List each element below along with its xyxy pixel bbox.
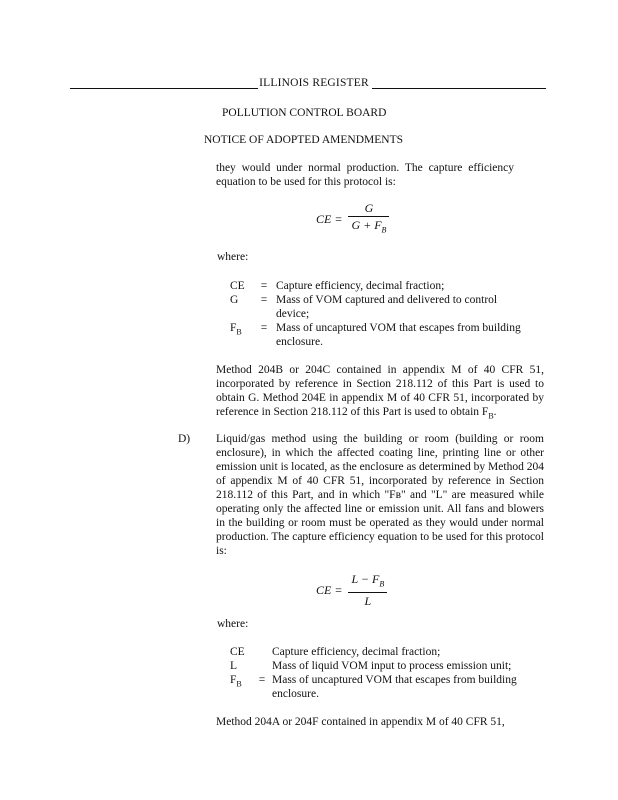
equation-1-lhs: CE =	[316, 212, 343, 227]
intro-paragraph: they would under normal production. The capture efficiency equation to be used for this protocol is:	[216, 162, 514, 188]
equation-2	[316, 572, 387, 608]
board-title: POLLUTION CONTROL BOARD	[222, 107, 387, 119]
header-rule-left	[70, 88, 258, 89]
definition-fb-1: $F_B$ = Mass of uncaptured VOM that escapes from building enclosure.	[230, 321, 532, 349]
header-rule-right	[372, 88, 546, 89]
definition-desc: Mass of uncaptured VOM that escapes from building enclosure.	[272, 674, 517, 700]
equation-1-denominator: $G + F_B$	[351, 218, 387, 235]
definition-l	[230, 659, 530, 673]
notice-title: NOTICE OF ADOPTED AMENDMENTS	[204, 134, 404, 146]
definition-term: L	[230, 660, 238, 672]
equation-2-numerator: $L - F_B$	[351, 572, 385, 589]
definition-desc: Mass of liquid VOM input to process emission unit;	[272, 660, 512, 672]
section-d-paragraph: Liquid/gas method using the building or room (building or room enclosure), in which the affected coating line, printing line or other emission unit is located, as the enclosure as determined by Method 204 of appendix M of 40 CFR 51, incorporated by reference in Section 218.112 of this Part, and in which "Fʙ" and "L" are measured while operating only the affected line or emission unit. All fans and blowers in the building or room must be operated as they would under normal production. The capture efficiency equation to be used for this protocol is:	[216, 433, 544, 557]
method-paragraph-1: Method 204B or 204C contained in appendix M of 40 CFR 51, incorporated by reference in Section 218.112 of this Part is used to obtain G. Method 204E in appendix M of 40 CFR 51, incorporated by reference in Section 218.112 of this Part is used to obtain $F_B$.	[216, 364, 544, 421]
definition-term: $F_B$	[230, 322, 242, 337]
where-label-2: where:	[217, 618, 249, 630]
definition-term: CE	[230, 280, 245, 292]
section-d-label: D)	[178, 433, 191, 445]
definition-desc: Mass of uncaptured VOM that escapes from building enclosure.	[276, 322, 521, 348]
definition-desc: Capture efficiency, decimal fraction;	[276, 280, 445, 292]
equation-1-numerator: G	[364, 201, 374, 215]
equation-2-lhs: CE =	[316, 583, 343, 598]
definition-term: G	[230, 294, 239, 306]
definition-g: G = Mass of VOM captured and delivered to control device;	[230, 293, 514, 321]
definition-term: $F_B$	[230, 674, 242, 689]
definition-ce-2	[230, 645, 530, 659]
equation-2-denominator: L	[364, 594, 372, 609]
where-label-1: where:	[217, 251, 249, 263]
definition-fb-2: $F_B$ = Mass of uncaptured VOM that escapes from building enclosure.	[230, 673, 532, 701]
definition-term: CE	[230, 646, 245, 658]
definition-desc: Capture efficiency, decimal fraction;	[272, 646, 441, 658]
register-title: ILLINOIS REGISTER	[259, 77, 369, 89]
equation-1	[316, 201, 389, 237]
method-paragraph-2: Method 204A or 204F contained in appendix M of 40 CFR 51,	[216, 716, 505, 728]
definition-ce-1: CE = Capture efficiency, decimal fraction;	[230, 279, 514, 293]
definition-desc: Mass of VOM captured and delivered to control device;	[276, 294, 498, 320]
